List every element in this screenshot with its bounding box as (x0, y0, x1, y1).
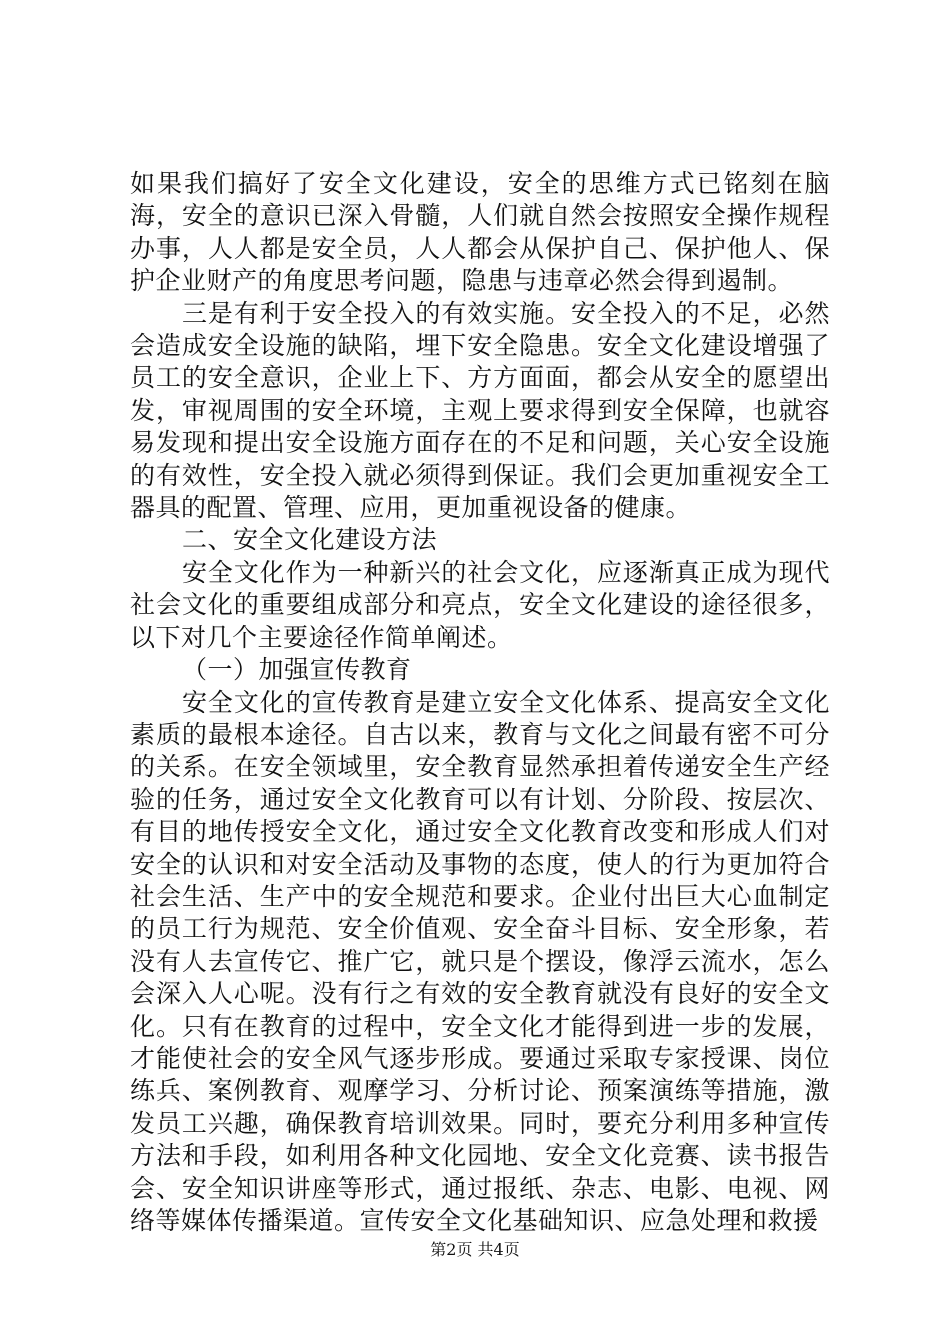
section-heading-2: 二、安全文化建设方法 (182, 525, 438, 555)
paragraph-4: 安全文化的宣传教育是建立安全文化体系、提高安全文化素质的最根本途径。自古以来，教育与文化之间最有密不可分的关系。在安全领域里，安全教育显然承担着传递安全生产经验的任务，通过安全文化教育可以有计划、分阶段、按层次、有目的地传授安全文化，通过安全文化教育改变和形成人们对安全的认识和对安全活动及事物的态度，使人的行为更加符合社会生活、生产中的安全规范和要求。企业付出巨大心血制定的员工行为规范、安全价值观、安全奋斗目标、安全形象，若没有人去宣传它、推广它，就只是个摆设，像浮云流水，怎么会深入人心呢。没有行之有效的安全教育就没有良好的安全文化。只有在教育的过程中，安全文化才能得到进一步的发展，才能使社会的安全风气逐步形成。要通过采取专家授课、岗位练兵、案例教育、观摩学习、分析讨论、预案演练等措施，激发员工兴趣，确保教育培训效果。同时，要充分利用多种宣传方法和手段，如利用各种文化园地、安全文化竞赛、读书报告会、安全知识讲座等形式，通过报纸、杂志、电影、电视、网络等媒体传播渠道。宣传安全文化基础知识、应急处理和救援 (130, 687, 830, 1235)
document-body (130, 168, 830, 1237)
paragraph-2: 三是有利于安全投入的有效实施。安全投入的不足，必然会造成安全设施的缺陷，埋下安全隐患。安全文化建设增强了员工的安全意识，企业上下、方方面面，都会从安全的愿望出发，审视周围的安全环境，主观上要求得到安全保障，也就容易发现和提出安全设施方面存在的不足和问题，关心安全设施的有效性，安全投入就必须得到保证。我们会更加重视安全工器具的配置、管理、应用，更加重视设备的健康。 (130, 298, 830, 523)
page-footer: 第2页 共4页 (430, 1240, 520, 1259)
paragraph-1: 如果我们搞好了安全文化建设，安全的思维方式已铭刻在脑海，安全的意识已深入骨髓，人们就自然会按照安全操作规程办事，人人都是安全员，人人都会从保护自己、保护他人、保护企业财产的角度思考问题，隐患与违章必然会得到遏制。 (130, 169, 830, 296)
paragraph-3: 安全文化作为一种新兴的社会文化，应逐渐真正成为现代社会文化的重要组成部分和亮点，安全文化建设的途径很多，以下对几个主要途径作简单阐述。 (130, 557, 830, 652)
subsection-heading-1: （一）加强宣传教育 (182, 655, 412, 685)
